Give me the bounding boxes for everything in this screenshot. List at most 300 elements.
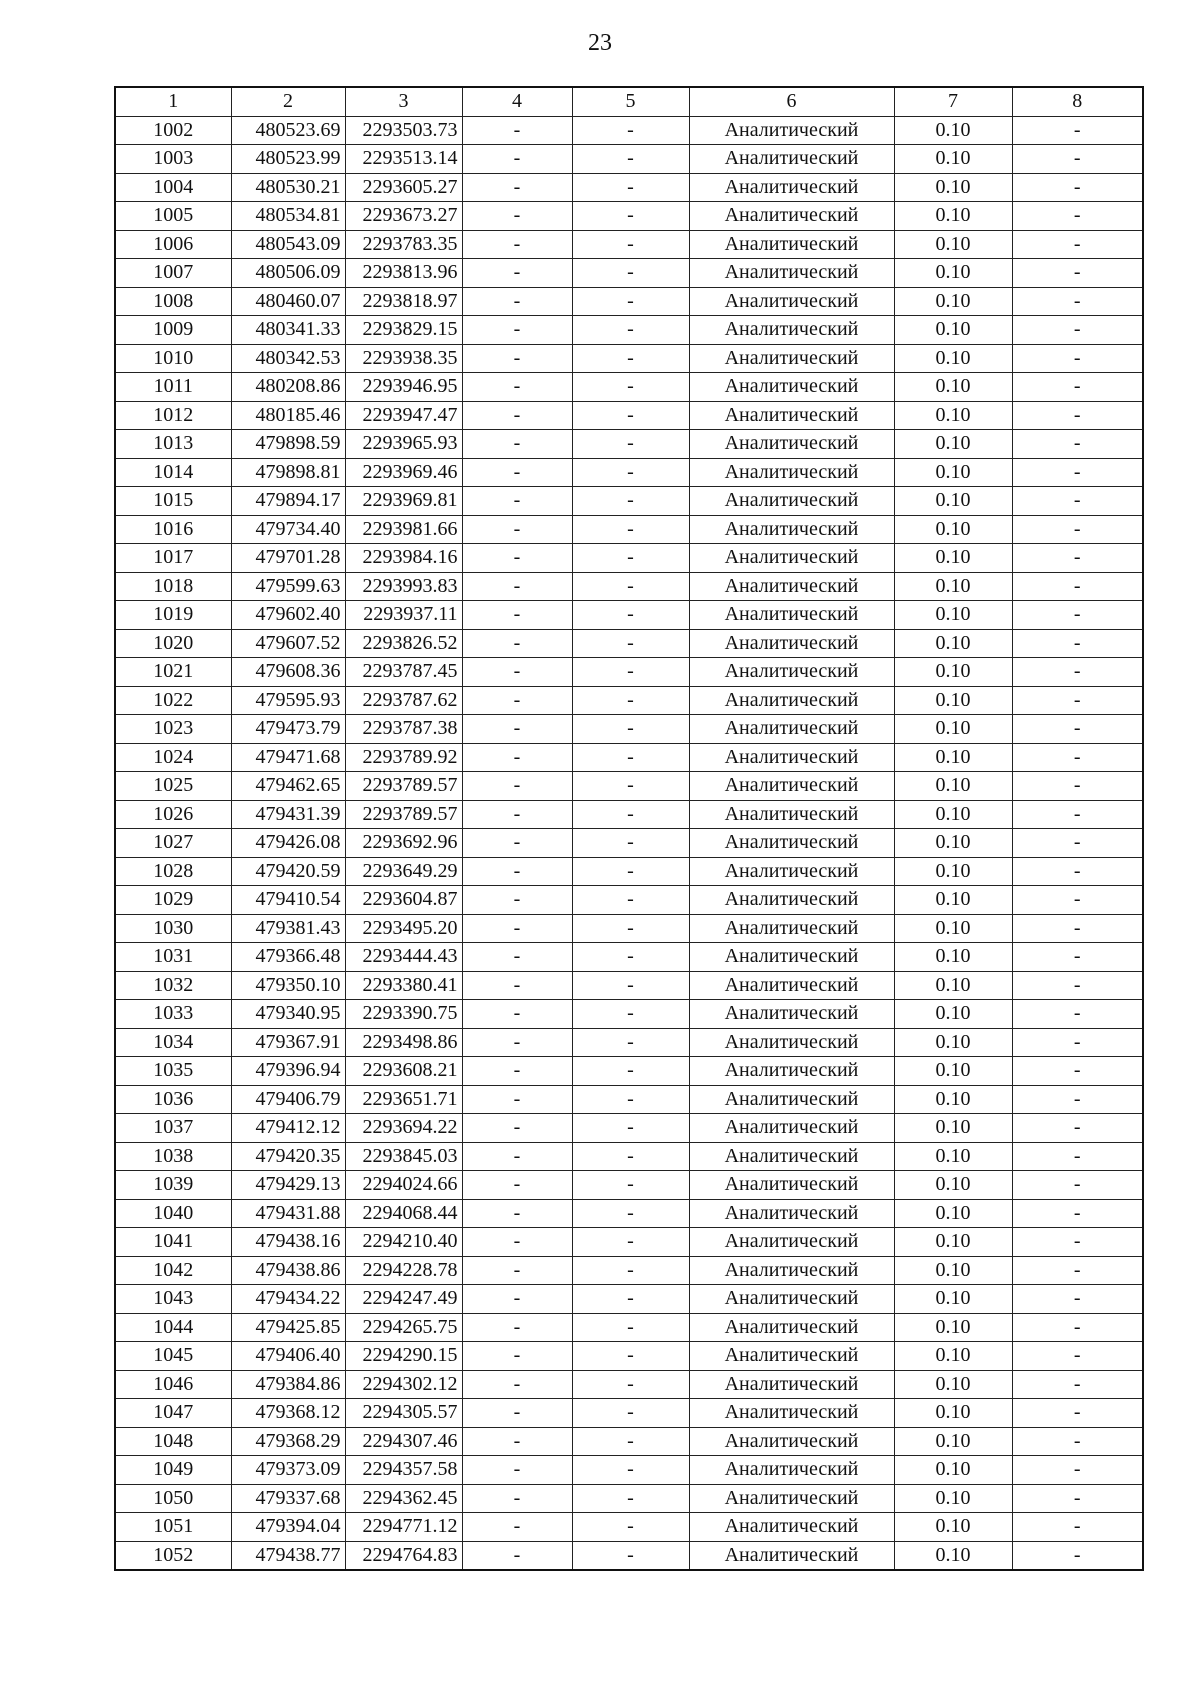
col-8-value-cell: - xyxy=(1012,943,1143,972)
x-coordinate-cell: 479894.17 xyxy=(231,487,345,516)
method-cell: Аналитический xyxy=(689,401,894,430)
table-row xyxy=(115,145,1143,174)
accuracy-cell: 0.10 xyxy=(894,401,1012,430)
col-5-value-cell: - xyxy=(572,686,689,715)
table-row xyxy=(115,458,1143,487)
y-coordinate-cell: 2294265.75 xyxy=(345,1313,462,1342)
accuracy-cell: 0.10 xyxy=(894,1370,1012,1399)
accuracy-cell: 0.10 xyxy=(894,173,1012,202)
col-5-value-cell: - xyxy=(572,1142,689,1171)
accuracy-cell: 0.10 xyxy=(894,344,1012,373)
accuracy-cell: 0.10 xyxy=(894,1313,1012,1342)
accuracy-cell: 0.10 xyxy=(894,202,1012,231)
method-cell: Аналитический xyxy=(689,1000,894,1029)
col-5-value-cell: - xyxy=(572,943,689,972)
col-5-value-cell: - xyxy=(572,1199,689,1228)
accuracy-cell: 0.10 xyxy=(894,1114,1012,1143)
col-5-value-cell: - xyxy=(572,601,689,630)
col-5-value-cell: - xyxy=(572,458,689,487)
col-4-value-cell: - xyxy=(462,401,572,430)
col-5-value-cell: - xyxy=(572,857,689,886)
point-number-cell: 1046 xyxy=(115,1370,231,1399)
x-coordinate-cell: 479420.35 xyxy=(231,1142,345,1171)
x-coordinate-cell: 479350.10 xyxy=(231,971,345,1000)
accuracy-cell: 0.10 xyxy=(894,1342,1012,1371)
point-number-cell: 1030 xyxy=(115,914,231,943)
y-coordinate-cell: 2293813.96 xyxy=(345,259,462,288)
y-coordinate-cell: 2293938.35 xyxy=(345,344,462,373)
col-4-value-cell: - xyxy=(462,1057,572,1086)
x-coordinate-cell: 479406.40 xyxy=(231,1342,345,1371)
y-coordinate-cell: 2293984.16 xyxy=(345,544,462,573)
table-row xyxy=(115,772,1143,801)
method-cell: Аналитический xyxy=(689,1484,894,1513)
col-8-value-cell: - xyxy=(1012,1313,1143,1342)
col-5-value-cell: - xyxy=(572,1513,689,1542)
x-coordinate-cell: 479438.77 xyxy=(231,1541,345,1570)
col-8-value-cell: - xyxy=(1012,344,1143,373)
accuracy-cell: 0.10 xyxy=(894,658,1012,687)
point-number-cell: 1036 xyxy=(115,1085,231,1114)
table-row xyxy=(115,1456,1143,1485)
x-coordinate-cell: 479368.29 xyxy=(231,1427,345,1456)
method-cell: Аналитический xyxy=(689,430,894,459)
col-5-value-cell: - xyxy=(572,772,689,801)
col-5-value-cell: - xyxy=(572,1228,689,1257)
method-cell: Аналитический xyxy=(689,943,894,972)
y-coordinate-cell: 2294210.40 xyxy=(345,1228,462,1257)
y-coordinate-cell: 2293783.35 xyxy=(345,230,462,259)
col-5-value-cell: - xyxy=(572,1541,689,1570)
x-coordinate-cell: 480543.09 xyxy=(231,230,345,259)
x-coordinate-cell: 479340.95 xyxy=(231,1000,345,1029)
point-number-cell: 1022 xyxy=(115,686,231,715)
col-8-value-cell: - xyxy=(1012,971,1143,1000)
y-coordinate-cell: 2293380.41 xyxy=(345,971,462,1000)
point-number-cell: 1032 xyxy=(115,971,231,1000)
method-cell: Аналитический xyxy=(689,1313,894,1342)
column-header-3: 3 xyxy=(345,87,462,116)
col-8-value-cell: - xyxy=(1012,1256,1143,1285)
col-8-value-cell: - xyxy=(1012,1370,1143,1399)
col-8-value-cell: - xyxy=(1012,287,1143,316)
col-4-value-cell: - xyxy=(462,1285,572,1314)
method-cell: Аналитический xyxy=(689,1114,894,1143)
x-coordinate-cell: 479396.94 xyxy=(231,1057,345,1086)
col-4-value-cell: - xyxy=(462,686,572,715)
method-cell: Аналитический xyxy=(689,886,894,915)
column-header-1: 1 xyxy=(115,87,231,116)
y-coordinate-cell: 2294771.12 xyxy=(345,1513,462,1542)
col-8-value-cell: - xyxy=(1012,1513,1143,1542)
accuracy-cell: 0.10 xyxy=(894,743,1012,772)
col-4-value-cell: - xyxy=(462,1000,572,1029)
method-cell: Аналитический xyxy=(689,715,894,744)
accuracy-cell: 0.10 xyxy=(894,800,1012,829)
table-row xyxy=(115,1513,1143,1542)
method-cell: Аналитический xyxy=(689,857,894,886)
col-4-value-cell: - xyxy=(462,1456,572,1485)
y-coordinate-cell: 2293789.57 xyxy=(345,772,462,801)
column-header-4: 4 xyxy=(462,87,572,116)
table-row xyxy=(115,914,1143,943)
y-coordinate-cell: 2293787.62 xyxy=(345,686,462,715)
point-number-cell: 1028 xyxy=(115,857,231,886)
col-4-value-cell: - xyxy=(462,829,572,858)
col-5-value-cell: - xyxy=(572,287,689,316)
x-coordinate-cell: 479734.40 xyxy=(231,515,345,544)
col-5-value-cell: - xyxy=(572,1000,689,1029)
col-5-value-cell: - xyxy=(572,1085,689,1114)
col-8-value-cell: - xyxy=(1012,1484,1143,1513)
col-5-value-cell: - xyxy=(572,202,689,231)
accuracy-cell: 0.10 xyxy=(894,544,1012,573)
point-number-cell: 1009 xyxy=(115,316,231,345)
table-row xyxy=(115,1285,1143,1314)
accuracy-cell: 0.10 xyxy=(894,715,1012,744)
x-coordinate-cell: 479898.59 xyxy=(231,430,345,459)
col-8-value-cell: - xyxy=(1012,1057,1143,1086)
table-row xyxy=(115,1427,1143,1456)
col-4-value-cell: - xyxy=(462,1370,572,1399)
x-coordinate-cell: 479438.16 xyxy=(231,1228,345,1257)
accuracy-cell: 0.10 xyxy=(894,601,1012,630)
point-number-cell: 1008 xyxy=(115,287,231,316)
x-coordinate-cell: 480506.09 xyxy=(231,259,345,288)
y-coordinate-cell: 2293965.93 xyxy=(345,430,462,459)
x-coordinate-cell: 479898.81 xyxy=(231,458,345,487)
y-coordinate-cell: 2293787.45 xyxy=(345,658,462,687)
x-coordinate-cell: 479394.04 xyxy=(231,1513,345,1542)
accuracy-cell: 0.10 xyxy=(894,914,1012,943)
table-row xyxy=(115,401,1143,430)
col-4-value-cell: - xyxy=(462,173,572,202)
point-number-cell: 1014 xyxy=(115,458,231,487)
x-coordinate-cell: 479599.63 xyxy=(231,572,345,601)
method-cell: Аналитический xyxy=(689,487,894,516)
method-cell: Аналитический xyxy=(689,1342,894,1371)
method-cell: Аналитический xyxy=(689,316,894,345)
point-number-cell: 1006 xyxy=(115,230,231,259)
accuracy-cell: 0.10 xyxy=(894,857,1012,886)
y-coordinate-cell: 2293969.46 xyxy=(345,458,462,487)
table-row xyxy=(115,1142,1143,1171)
col-5-value-cell: - xyxy=(572,259,689,288)
col-5-value-cell: - xyxy=(572,515,689,544)
accuracy-cell: 0.10 xyxy=(894,458,1012,487)
col-8-value-cell: - xyxy=(1012,458,1143,487)
method-cell: Аналитический xyxy=(689,1285,894,1314)
accuracy-cell: 0.10 xyxy=(894,487,1012,516)
accuracy-cell: 0.10 xyxy=(894,1484,1012,1513)
table-header xyxy=(115,87,1143,116)
point-number-cell: 1039 xyxy=(115,1171,231,1200)
table-row xyxy=(115,943,1143,972)
col-4-value-cell: - xyxy=(462,800,572,829)
col-8-value-cell: - xyxy=(1012,743,1143,772)
column-header-5: 5 xyxy=(572,87,689,116)
point-number-cell: 1045 xyxy=(115,1342,231,1371)
col-5-value-cell: - xyxy=(572,1114,689,1143)
col-8-value-cell: - xyxy=(1012,487,1143,516)
col-4-value-cell: - xyxy=(462,1199,572,1228)
accuracy-cell: 0.10 xyxy=(894,1541,1012,1570)
accuracy-cell: 0.10 xyxy=(894,629,1012,658)
col-4-value-cell: - xyxy=(462,515,572,544)
col-4-value-cell: - xyxy=(462,116,572,145)
accuracy-cell: 0.10 xyxy=(894,1028,1012,1057)
accuracy-cell: 0.10 xyxy=(894,772,1012,801)
y-coordinate-cell: 2293818.97 xyxy=(345,287,462,316)
point-number-cell: 1041 xyxy=(115,1228,231,1257)
table-row xyxy=(115,373,1143,402)
col-4-value-cell: - xyxy=(462,1028,572,1057)
x-coordinate-cell: 480185.46 xyxy=(231,401,345,430)
y-coordinate-cell: 2294305.57 xyxy=(345,1399,462,1428)
accuracy-cell: 0.10 xyxy=(894,1228,1012,1257)
col-5-value-cell: - xyxy=(572,344,689,373)
accuracy-cell: 0.10 xyxy=(894,515,1012,544)
x-coordinate-cell: 480530.21 xyxy=(231,173,345,202)
col-8-value-cell: - xyxy=(1012,1085,1143,1114)
x-coordinate-cell: 479462.65 xyxy=(231,772,345,801)
col-4-value-cell: - xyxy=(462,857,572,886)
point-number-cell: 1020 xyxy=(115,629,231,658)
point-number-cell: 1005 xyxy=(115,202,231,231)
col-5-value-cell: - xyxy=(572,800,689,829)
x-coordinate-cell: 479434.22 xyxy=(231,1285,345,1314)
col-8-value-cell: - xyxy=(1012,373,1143,402)
y-coordinate-cell: 2293605.27 xyxy=(345,173,462,202)
y-coordinate-cell: 2293498.86 xyxy=(345,1028,462,1057)
accuracy-cell: 0.10 xyxy=(894,373,1012,402)
method-cell: Аналитический xyxy=(689,458,894,487)
y-coordinate-cell: 2293649.29 xyxy=(345,857,462,886)
x-coordinate-cell: 479410.54 xyxy=(231,886,345,915)
table-row xyxy=(115,1313,1143,1342)
table-row xyxy=(115,1199,1143,1228)
table-row xyxy=(115,1370,1143,1399)
y-coordinate-cell: 2293694.22 xyxy=(345,1114,462,1143)
col-5-value-cell: - xyxy=(572,1256,689,1285)
y-coordinate-cell: 2294068.44 xyxy=(345,1199,462,1228)
col-8-value-cell: - xyxy=(1012,230,1143,259)
table-row xyxy=(115,572,1143,601)
accuracy-cell: 0.10 xyxy=(894,1456,1012,1485)
accuracy-cell: 0.10 xyxy=(894,1142,1012,1171)
x-coordinate-cell: 479471.68 xyxy=(231,743,345,772)
col-5-value-cell: - xyxy=(572,1370,689,1399)
point-number-cell: 1012 xyxy=(115,401,231,430)
x-coordinate-cell: 480523.99 xyxy=(231,145,345,174)
col-4-value-cell: - xyxy=(462,544,572,573)
col-4-value-cell: - xyxy=(462,914,572,943)
table-row xyxy=(115,743,1143,772)
method-cell: Аналитический xyxy=(689,629,894,658)
col-8-value-cell: - xyxy=(1012,1114,1143,1143)
col-5-value-cell: - xyxy=(572,743,689,772)
method-cell: Аналитический xyxy=(689,829,894,858)
method-cell: Аналитический xyxy=(689,1085,894,1114)
accuracy-cell: 0.10 xyxy=(894,686,1012,715)
x-coordinate-cell: 479473.79 xyxy=(231,715,345,744)
accuracy-cell: 0.10 xyxy=(894,316,1012,345)
col-5-value-cell: - xyxy=(572,1427,689,1456)
col-4-value-cell: - xyxy=(462,1228,572,1257)
accuracy-cell: 0.10 xyxy=(894,943,1012,972)
col-8-value-cell: - xyxy=(1012,259,1143,288)
accuracy-cell: 0.10 xyxy=(894,145,1012,174)
y-coordinate-cell: 2293789.57 xyxy=(345,800,462,829)
table-row xyxy=(115,1541,1143,1570)
table-row xyxy=(115,487,1143,516)
col-4-value-cell: - xyxy=(462,1313,572,1342)
point-number-cell: 1024 xyxy=(115,743,231,772)
table-row xyxy=(115,287,1143,316)
method-cell: Аналитический xyxy=(689,1142,894,1171)
x-coordinate-cell: 479602.40 xyxy=(231,601,345,630)
point-number-cell: 1004 xyxy=(115,173,231,202)
coordinates-table xyxy=(114,86,1144,1571)
accuracy-cell: 0.10 xyxy=(894,430,1012,459)
col-5-value-cell: - xyxy=(572,230,689,259)
method-cell: Аналитический xyxy=(689,601,894,630)
y-coordinate-cell: 2294357.58 xyxy=(345,1456,462,1485)
accuracy-cell: 0.10 xyxy=(894,1199,1012,1228)
method-cell: Аналитический xyxy=(689,971,894,1000)
x-coordinate-cell: 479420.59 xyxy=(231,857,345,886)
col-8-value-cell: - xyxy=(1012,829,1143,858)
y-coordinate-cell: 2293947.47 xyxy=(345,401,462,430)
col-4-value-cell: - xyxy=(462,1427,572,1456)
method-cell: Аналитический xyxy=(689,1370,894,1399)
method-cell: Аналитический xyxy=(689,1427,894,1456)
col-8-value-cell: - xyxy=(1012,430,1143,459)
col-8-value-cell: - xyxy=(1012,857,1143,886)
accuracy-cell: 0.10 xyxy=(894,1399,1012,1428)
table-row xyxy=(115,1057,1143,1086)
y-coordinate-cell: 2293604.87 xyxy=(345,886,462,915)
point-number-cell: 1042 xyxy=(115,1256,231,1285)
x-coordinate-cell: 479381.43 xyxy=(231,914,345,943)
col-5-value-cell: - xyxy=(572,829,689,858)
col-8-value-cell: - xyxy=(1012,1000,1143,1029)
col-8-value-cell: - xyxy=(1012,914,1143,943)
point-number-cell: 1034 xyxy=(115,1028,231,1057)
point-number-cell: 1031 xyxy=(115,943,231,972)
col-4-value-cell: - xyxy=(462,1171,572,1200)
col-8-value-cell: - xyxy=(1012,173,1143,202)
y-coordinate-cell: 2293444.43 xyxy=(345,943,462,972)
point-number-cell: 1029 xyxy=(115,886,231,915)
point-number-cell: 1003 xyxy=(115,145,231,174)
column-header-6: 6 xyxy=(689,87,894,116)
col-8-value-cell: - xyxy=(1012,1285,1143,1314)
y-coordinate-cell: 2293789.92 xyxy=(345,743,462,772)
accuracy-cell: 0.10 xyxy=(894,230,1012,259)
method-cell: Аналитический xyxy=(689,686,894,715)
table-row xyxy=(115,1342,1143,1371)
x-coordinate-cell: 479412.12 xyxy=(231,1114,345,1143)
table-row xyxy=(115,344,1143,373)
point-number-cell: 1015 xyxy=(115,487,231,516)
y-coordinate-cell: 2293946.95 xyxy=(345,373,462,402)
accuracy-cell: 0.10 xyxy=(894,1171,1012,1200)
method-cell: Аналитический xyxy=(689,1171,894,1200)
y-coordinate-cell: 2293651.71 xyxy=(345,1085,462,1114)
col-8-value-cell: - xyxy=(1012,1142,1143,1171)
method-cell: Аналитический xyxy=(689,1028,894,1057)
table-row xyxy=(115,1085,1143,1114)
col-4-value-cell: - xyxy=(462,145,572,174)
col-8-value-cell: - xyxy=(1012,145,1143,174)
y-coordinate-cell: 2294290.15 xyxy=(345,1342,462,1371)
point-number-cell: 1019 xyxy=(115,601,231,630)
col-8-value-cell: - xyxy=(1012,116,1143,145)
point-number-cell: 1002 xyxy=(115,116,231,145)
col-8-value-cell: - xyxy=(1012,715,1143,744)
col-4-value-cell: - xyxy=(462,1114,572,1143)
point-number-cell: 1007 xyxy=(115,259,231,288)
y-coordinate-cell: 2293969.81 xyxy=(345,487,462,516)
point-number-cell: 1040 xyxy=(115,1199,231,1228)
col-4-value-cell: - xyxy=(462,943,572,972)
x-coordinate-cell: 479431.39 xyxy=(231,800,345,829)
col-5-value-cell: - xyxy=(572,1484,689,1513)
method-cell: Аналитический xyxy=(689,230,894,259)
accuracy-cell: 0.10 xyxy=(894,259,1012,288)
table-row xyxy=(115,601,1143,630)
method-cell: Аналитический xyxy=(689,914,894,943)
col-4-value-cell: - xyxy=(462,1399,572,1428)
point-number-cell: 1026 xyxy=(115,800,231,829)
table-row xyxy=(115,629,1143,658)
x-coordinate-cell: 479607.52 xyxy=(231,629,345,658)
y-coordinate-cell: 2294302.12 xyxy=(345,1370,462,1399)
y-coordinate-cell: 2293608.21 xyxy=(345,1057,462,1086)
y-coordinate-cell: 2294024.66 xyxy=(345,1171,462,1200)
col-4-value-cell: - xyxy=(462,1085,572,1114)
col-5-value-cell: - xyxy=(572,1399,689,1428)
table-row xyxy=(115,1228,1143,1257)
col-4-value-cell: - xyxy=(462,259,572,288)
method-cell: Аналитический xyxy=(689,373,894,402)
col-5-value-cell: - xyxy=(572,1342,689,1371)
method-cell: Аналитический xyxy=(689,572,894,601)
method-cell: Аналитический xyxy=(689,1456,894,1485)
accuracy-cell: 0.10 xyxy=(894,1285,1012,1314)
method-cell: Аналитический xyxy=(689,544,894,573)
table-row xyxy=(115,259,1143,288)
method-cell: Аналитический xyxy=(689,1541,894,1570)
col-8-value-cell: - xyxy=(1012,800,1143,829)
col-4-value-cell: - xyxy=(462,344,572,373)
col-8-value-cell: - xyxy=(1012,1541,1143,1570)
y-coordinate-cell: 2293937.11 xyxy=(345,601,462,630)
y-coordinate-cell: 2293826.52 xyxy=(345,629,462,658)
x-coordinate-cell: 479608.36 xyxy=(231,658,345,687)
method-cell: Аналитический xyxy=(689,1513,894,1542)
accuracy-cell: 0.10 xyxy=(894,1085,1012,1114)
table-row xyxy=(115,316,1143,345)
x-coordinate-cell: 479373.09 xyxy=(231,1456,345,1485)
y-coordinate-cell: 2293787.38 xyxy=(345,715,462,744)
table-row xyxy=(115,1171,1143,1200)
y-coordinate-cell: 2293513.14 xyxy=(345,145,462,174)
method-cell: Аналитический xyxy=(689,772,894,801)
method-cell: Аналитический xyxy=(689,173,894,202)
col-4-value-cell: - xyxy=(462,715,572,744)
